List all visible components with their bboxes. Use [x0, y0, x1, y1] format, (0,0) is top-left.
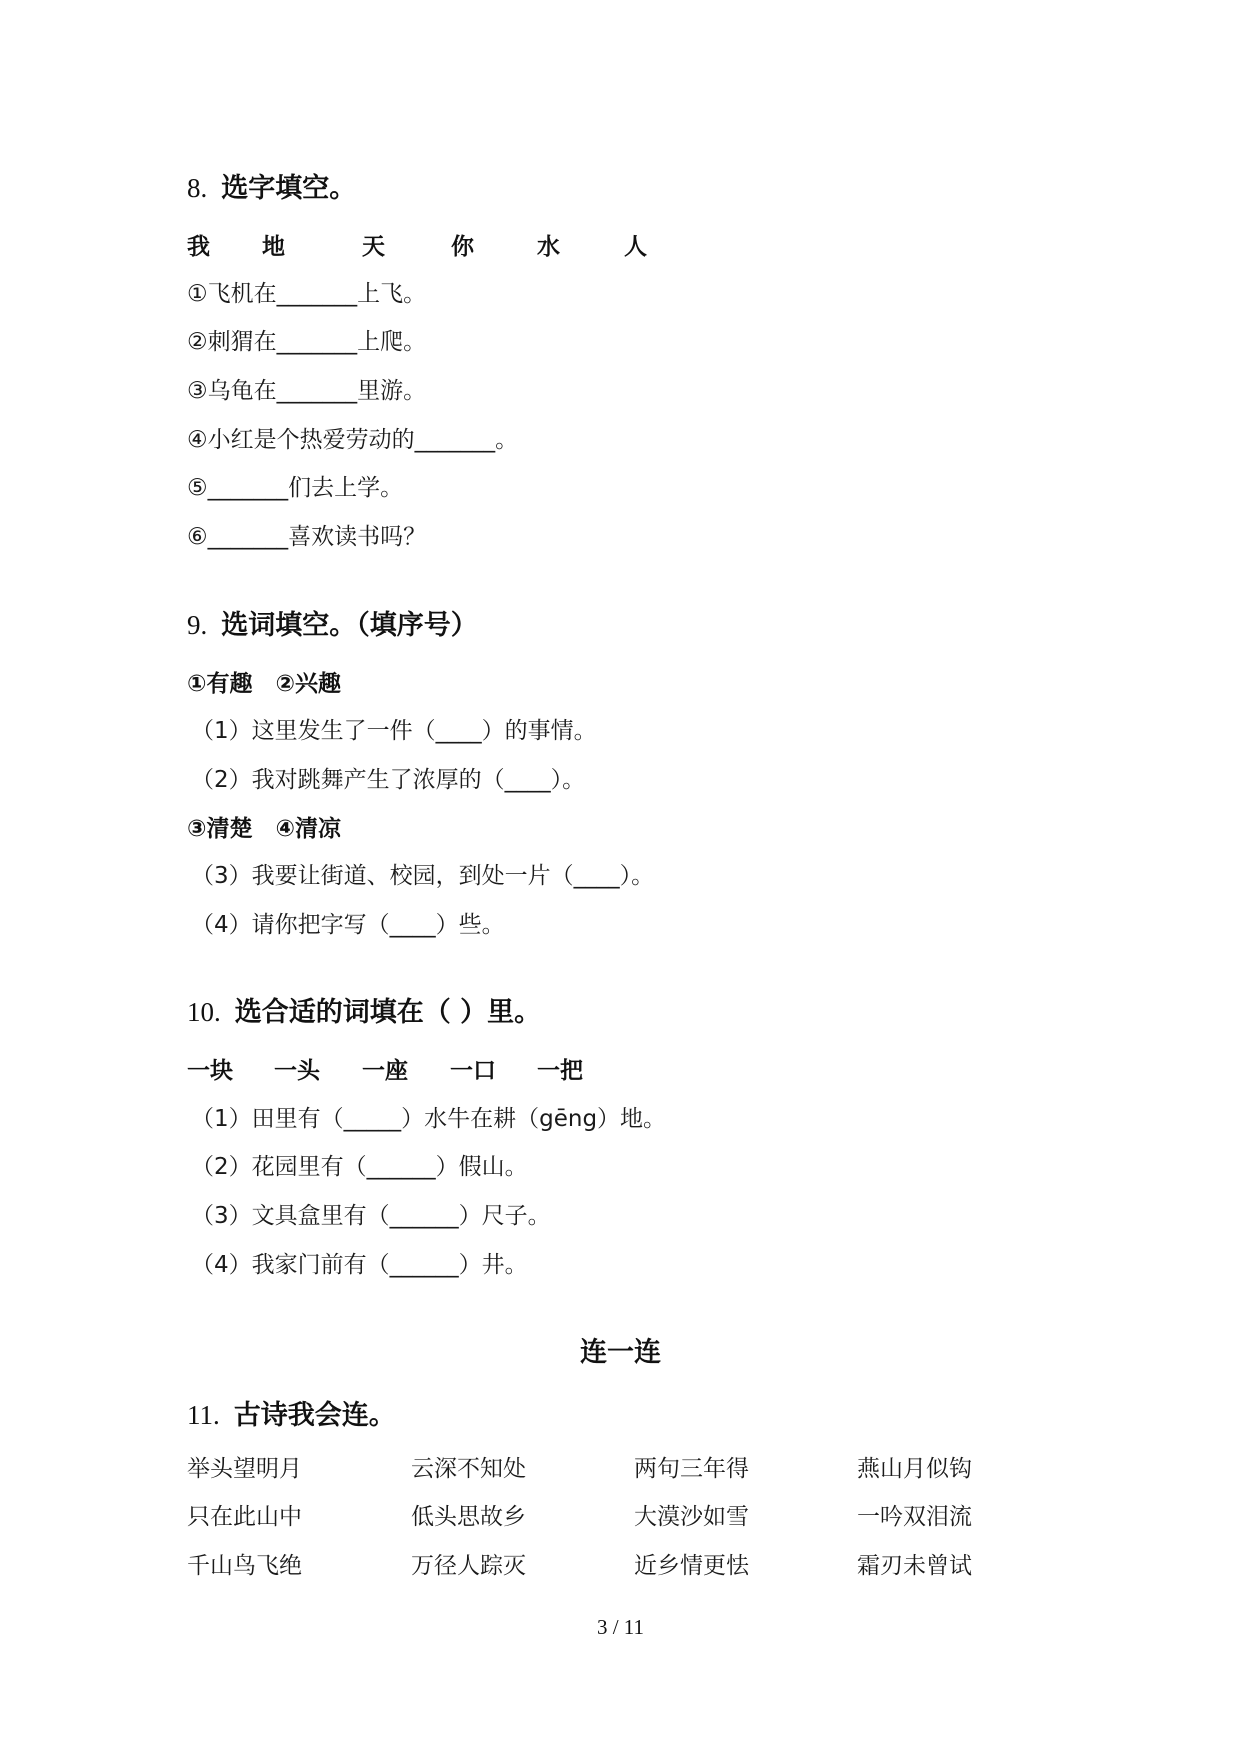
question-title: 古诗我会连。 [233, 1400, 396, 1431]
q10-item-3: （3）文具盒里有（______）尺子。 [191, 1203, 551, 1229]
question-10-heading [187, 990, 541, 1029]
poem-line: 万径人踪灭 [411, 1553, 526, 1579]
poem-line: 两句三年得 [634, 1456, 749, 1482]
option-word: 你 [451, 234, 474, 260]
poem-line: 低头思故乡 [411, 1504, 526, 1530]
q9-item-4: （4）请你把字写（____）些。 [191, 912, 505, 938]
option-word: 人 [624, 234, 647, 260]
q9-word-group-2: ③清楚 ④清凉 [187, 816, 341, 842]
q9-item-1: （1）这里发生了一件（____）的事情。 [191, 718, 597, 744]
poem-line: 一吟双泪流 [857, 1504, 972, 1530]
option-word: 一座 [362, 1058, 408, 1084]
q8-item-3: ③乌龟在_______里游。 [187, 378, 427, 404]
question-number: 10. [187, 997, 221, 1027]
q9-item-2: （2）我对跳舞产生了浓厚的（____）。 [191, 767, 586, 793]
poem-line: 云深不知处 [411, 1456, 526, 1482]
poem-line: 燕山月似钩 [857, 1456, 972, 1482]
q8-item-2: ②刺猬在_______上爬。 [187, 329, 427, 355]
question-number: 8. [187, 173, 208, 203]
poem-line: 千山鸟飞绝 [187, 1553, 302, 1579]
question-number: 9. [187, 610, 208, 640]
section-title: 连一连 [580, 1337, 661, 1368]
poem-line: 近乡情更怯 [634, 1553, 749, 1579]
q10-item-1: （1）田里有（_____）水牛在耕（gēng）地。 [191, 1106, 667, 1132]
question-11-heading [187, 1393, 396, 1432]
option-word: 我 [187, 234, 210, 260]
page-number: 3 / 11 [596, 1615, 645, 1639]
option-word: 地 [262, 234, 285, 260]
question-title: 选字填空。 [221, 173, 357, 204]
poem-line: 大漠沙如雪 [634, 1504, 749, 1530]
question-8-heading [187, 166, 356, 205]
poem-line: 举头望明月 [187, 1456, 302, 1482]
q9-item-3: （3）我要让街道、校园，到处一片（____）。 [191, 863, 655, 889]
q8-item-6: ⑥_______喜欢读书吗？ [187, 524, 427, 550]
q8-item-5: ⑤_______们去上学。 [187, 475, 404, 501]
q10-item-4: （4）我家门前有（______）井。 [191, 1252, 528, 1278]
q10-item-2: （2）花园里有（______）假山。 [191, 1154, 528, 1180]
q8-item-4: ④小红是个热爱劳动的_______。 [187, 427, 519, 453]
q8-item-1: ①飞机在_______上飞。 [187, 281, 427, 307]
option-word: 天 [362, 234, 385, 260]
question-9-heading [187, 603, 478, 642]
q9-word-group-1: ①有趣 ②兴趣 [187, 671, 341, 697]
option-word: 一头 [274, 1058, 320, 1084]
question-title: 选词填空。（填序号） [221, 610, 478, 641]
option-word: 一把 [537, 1058, 583, 1084]
option-word: 一块 [187, 1058, 233, 1084]
question-title: 选合适的词填在（ ）里。 [234, 997, 542, 1028]
poem-line: 只在此山中 [187, 1504, 302, 1530]
poem-line: 霜刃未曾试 [857, 1553, 972, 1579]
question-number: 11. [187, 1400, 220, 1430]
option-word: 水 [537, 234, 560, 260]
option-word: 一口 [450, 1058, 496, 1084]
